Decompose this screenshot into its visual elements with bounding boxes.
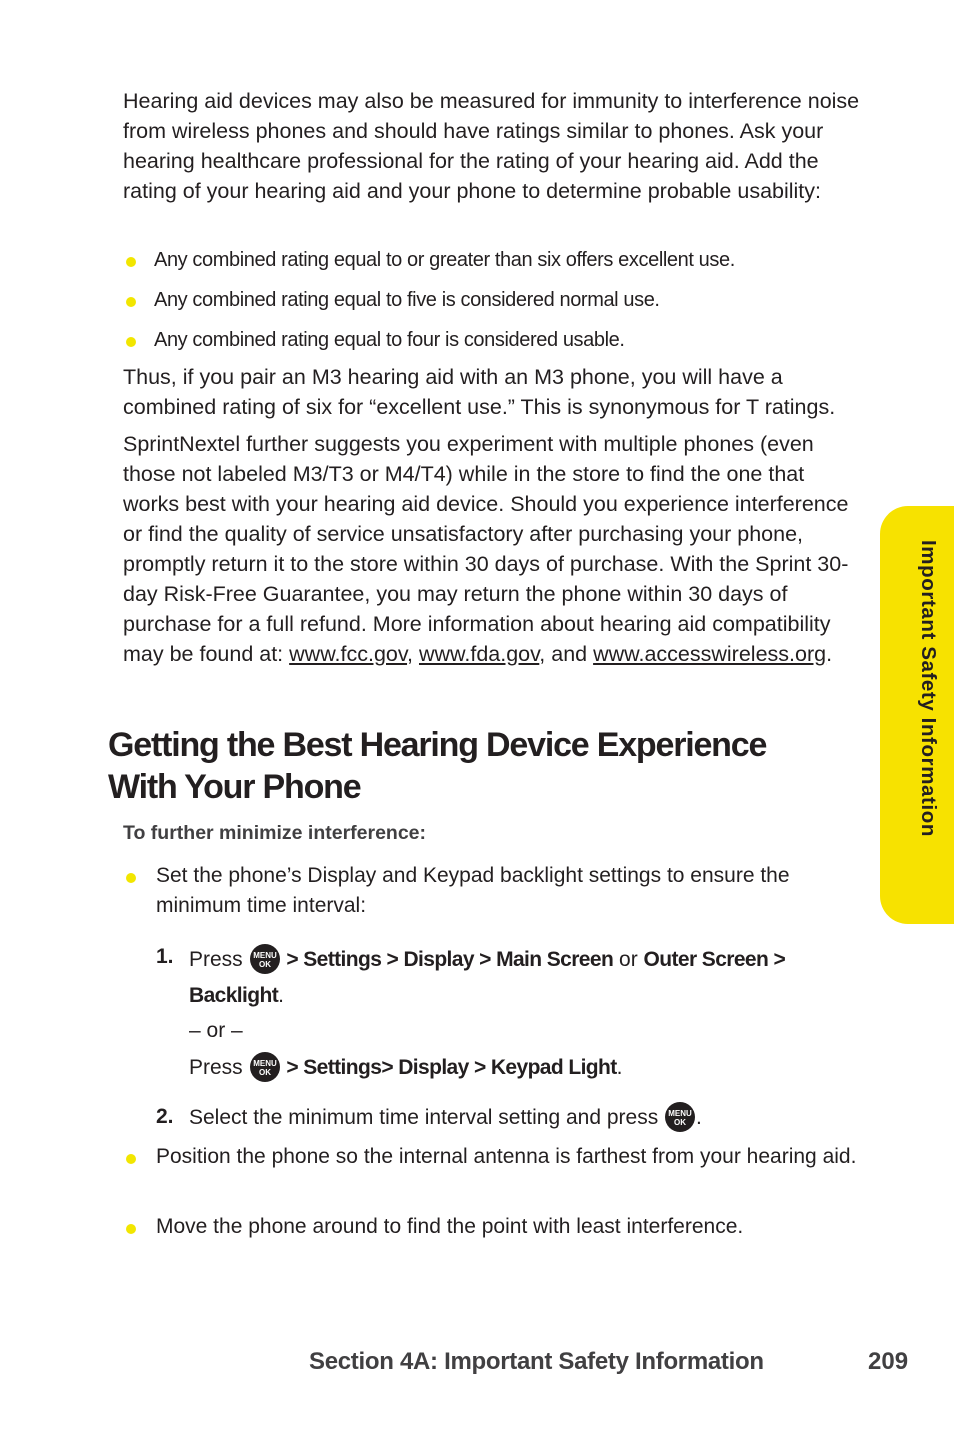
step-body — [189, 1102, 836, 1133]
bullet-text: Any combined rating equal to or greater than six offers excellent use. — [154, 249, 735, 271]
side-tab-label: Important Safety Information — [917, 540, 940, 837]
menu-path-main-screen: > Settings > Display > Main Screen — [286, 948, 614, 971]
bullet-text: Position the phone so the internal antenna is farthest from your hearing aid. — [156, 1145, 857, 1168]
bullet-text: Move the phone around to find the point with least interference. — [156, 1215, 744, 1238]
bullet-text: Any combined rating equal to five is considered normal use. — [154, 289, 660, 311]
svg-text:MENU: MENU — [252, 951, 277, 960]
svg-text:MENU: MENU — [252, 1059, 277, 1068]
period: . — [278, 984, 284, 1007]
sprint-text: SprintNextel further suggests you experiment with multiple phones (even those not labeled M3/T3 or M4/T4) while in the store to find the one that works best with your hearing aid device. Should you experience interference or find the quality of service unsatisfactory after purchasing your phone, promptly return it to the store within 30 days of purchase. With the Sprint 30-day Risk-Free Guarantee, you may return the phone within 30 days of purchase for a full refund. More information about hearing aid compatibility may be found at: — [123, 432, 849, 666]
menu-path-keypad-light: > Settings> Display > Keypad Light — [286, 1056, 617, 1079]
heading-line-1: Getting the Best Hearing Device Experience — [108, 726, 767, 764]
or-word: or — [613, 948, 644, 971]
page-number: 209 — [868, 1348, 909, 1375]
fcc-link[interactable]: www.fcc.gov — [289, 642, 408, 666]
menu-ok-key-icon — [250, 1052, 280, 1082]
step-number: 1. — [156, 945, 174, 968]
subheading: To further minimize interference: — [123, 822, 427, 844]
period: . — [616, 1056, 623, 1079]
fda-link[interactable]: www.fda.gov — [418, 642, 540, 666]
heading-line-2: With Your Phone — [108, 768, 361, 806]
svg-text:OK: OK — [258, 960, 271, 969]
press-word: Press — [189, 1056, 243, 1079]
bullet-dot-icon — [126, 873, 136, 883]
step-body — [189, 942, 836, 1083]
separator: , and — [539, 642, 594, 666]
combined-rating-paragraph: Thus, if you pair an M3 hearing aid with an M3 phone, you will have a combined rating of six for “excellent use.” This is synonymous for T ratings. — [123, 365, 836, 419]
or-line: – or – — [189, 1019, 243, 1042]
bullet-dot-icon — [126, 337, 136, 347]
menu-ok-key-icon — [665, 1102, 695, 1132]
footer-section-title: Section 4A: Important Safety Information — [309, 1348, 764, 1375]
section-heading — [108, 724, 848, 808]
svg-text:OK: OK — [674, 1118, 687, 1127]
menu-path-outer-screen: Outer Screen > Backlight — [189, 948, 786, 1007]
bullet-dot-icon — [126, 1224, 136, 1234]
svg-text:MENU: MENU — [668, 1109, 692, 1118]
press-word: Press — [189, 948, 243, 971]
step-number: 2. — [156, 1105, 174, 1128]
intro-paragraph: Hearing aid devices may also be measured for immunity to interference noise from wireless phones and should have ratings similar to phones. Ask your hearing healthcare professional for the rating of your hearing aid. Add the rating of your hearing aid and your phone to determine probable usability: — [123, 89, 860, 203]
period: . — [696, 1106, 702, 1129]
sprint-paragraph — [123, 429, 863, 669]
sentence-end: . — [826, 642, 833, 666]
svg-text:OK: OK — [258, 1068, 271, 1077]
step-instruction — [189, 942, 836, 1014]
step-instruction-alt — [189, 1052, 836, 1083]
accesswireless-link[interactable]: www.accesswireless.org — [593, 642, 827, 666]
step-text: Select the minimum time interval setting and press — [189, 1106, 659, 1129]
bullet-text: Any combined rating equal to four is considered usable. — [154, 329, 625, 351]
bullet-dot-icon — [126, 257, 136, 267]
bullet-text: Set the phone’s Display and Keypad backlight settings to ensure the minimum time interval: — [156, 864, 790, 917]
menu-ok-key-icon — [250, 944, 280, 974]
bullet-dot-icon — [126, 1154, 136, 1164]
separator: , — [407, 642, 419, 666]
bullet-dot-icon — [126, 297, 136, 307]
